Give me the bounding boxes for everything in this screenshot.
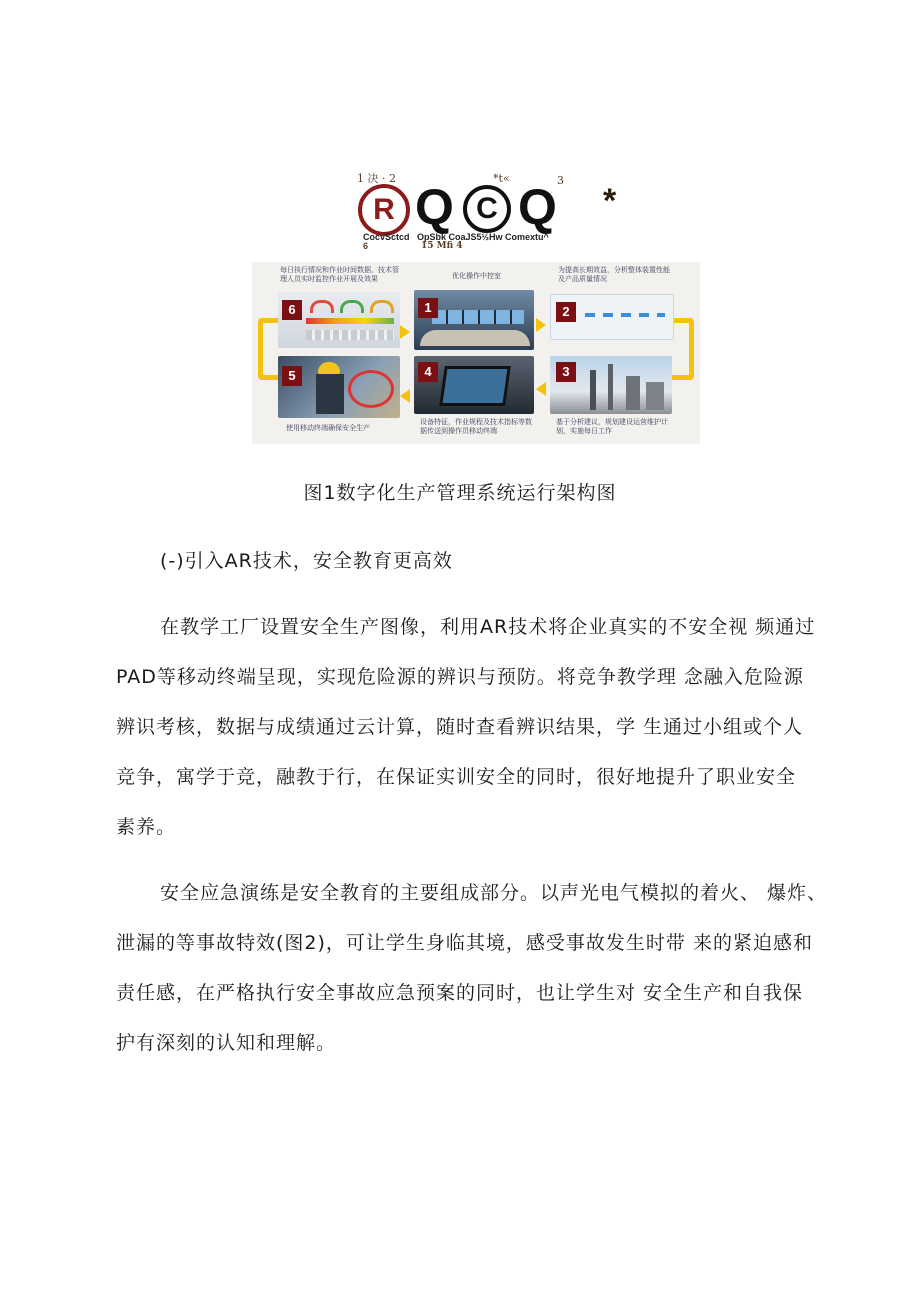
step-4-badge: 4 [418,362,438,382]
paragraph-line: 安全应急演练是安全教育的主要组成部分。以声光电气模拟的着火、 爆炸、 [160,882,828,904]
arrow-3-to-4 [536,382,546,396]
step-2 [548,264,676,352]
step-3-note: 基于分析建议，规划建设运营维护计划，实施每日工作 [556,418,668,435]
step-6-badge: 6 [282,300,302,320]
letter-q-icon-2: Q [518,179,557,235]
paragraph-emergency-drill [116,878,828,1054]
asterisk-icon: * [603,182,617,220]
paragraph-line: 护有深刻的认知和理解。 [116,1032,337,1054]
arrow-1-to-2 [536,318,546,332]
letter-q-icon: Q [415,179,454,235]
paragraph-ar-technology [116,612,826,838]
step-4-note: 设备特征，作业规程及技术指标等数据传送到操作员移动终端 [420,418,532,435]
step-4 [412,354,536,442]
step-1-note: 优化操作中控室 [452,272,501,280]
architecture-diagram [252,262,700,444]
logo-marker-3: 3 [557,174,564,187]
step-1-badge: 1 [418,298,438,318]
step-3-badge: 3 [556,362,576,382]
copyright-mark-icon: C [463,185,511,233]
logo-marker-2: *t« [493,172,510,185]
step-6-note: 每日执行情况和作业时间数据，技术管理人员实时监控作业开展及效果 [280,266,399,283]
logo-symbol-row [355,170,625,250]
step-5-badge: 5 [282,366,302,386]
step-2-note: 为提高长期效益，分析整体装置性能及产品质量情况 [558,266,670,283]
paragraph-line: PAD等移动终端呈现，实现危险源的辨识与预防。将竞争教学理 念融入危险源 [116,666,804,688]
logo-caption-2: OpSbk CoaJS5½Hw Comextu^ [417,232,549,242]
step-5 [276,354,402,442]
logo-number-2: 15 Mfi 4 [421,241,463,251]
paragraph-line: 辨识考核，数据与成绩通过云计算，随时查看辨识结果，学 生通过小组或个人 [116,716,804,738]
step-3 [548,354,676,442]
paragraph-line: 素养。 [116,816,177,838]
step-1 [412,264,536,352]
paragraph-line: 竞争，寓学于竞，融教于行，在保证实训安全的同时，很好地提升了职业安全 [116,766,797,788]
logo-number-1: 6 [363,241,369,251]
logo-caption-1: CocvSctcd [363,232,410,242]
figure-caption: 图1数字化生产管理系统运行架构图 [303,482,617,504]
step-5-note: 使用移动终端确保安全生产 [286,424,370,432]
logo-marker-1: 1 决 · 2 [357,172,396,185]
paragraph-line: 泄漏的等事故特效(图2)，可让学生身临其境，感受事故发生时带 来的紧迫感和 [116,932,813,954]
paragraph-line: 在教学工厂设置安全生产图像，利用AR技术将企业真实的不安全视 频通过 [160,616,816,638]
step-2-badge: 2 [556,302,576,322]
paragraph-line: 责任感，在严格执行安全事故应急预案的同时，也让学生对 安全生产和自我保 [116,982,804,1004]
section-heading: (-)引入AR技术，安全教育更高效 [160,550,453,572]
registered-mark-icon: R [358,184,410,236]
step-6 [276,264,402,352]
